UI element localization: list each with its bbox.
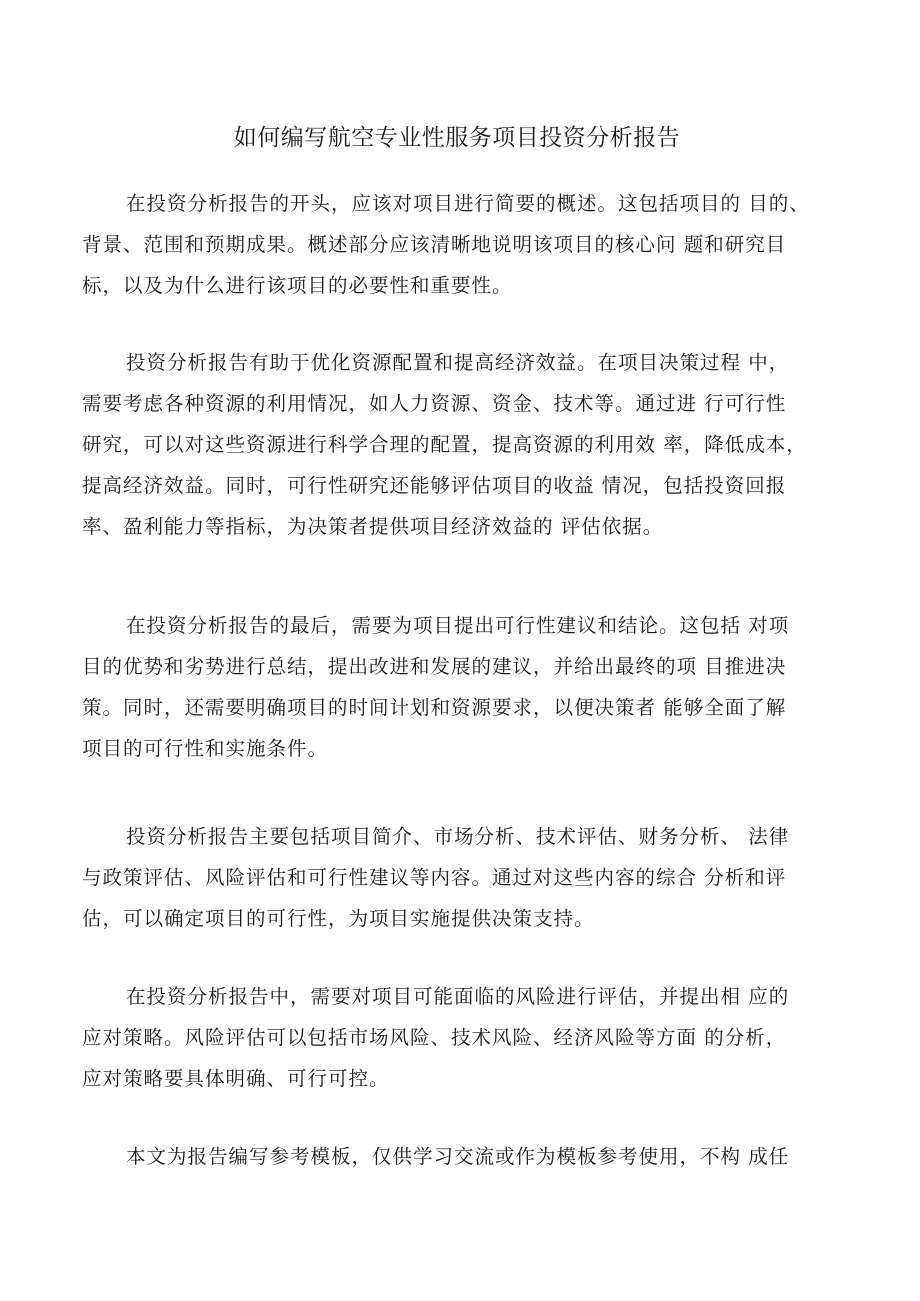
paragraph-6 xyxy=(82,1136,842,1177)
paragraph-line: 策。同时，还需要明确项目的时间计划和资源要求，以便决策者 能够全面了解 xyxy=(82,696,787,719)
paragraph-line: 率、盈利能力等指标，为决策者提供项目经济效益的 评估依据。 xyxy=(82,515,664,538)
paragraph-line: 标，以及为什么进行该项目的必要性和重要性。 xyxy=(82,274,513,297)
paragraph-line: 背景、范围和预期成果。概述部分应该清晰地说明该项目的核心问 题和研究目 xyxy=(82,233,787,256)
paragraph-5 xyxy=(82,976,842,1099)
paragraph-2 xyxy=(82,342,842,547)
paragraph-line: 提高经济效益。同时，可行性研究还能够评估项目的收益 情况，包括投资回报 xyxy=(82,474,787,497)
paragraph-line: 与政策评估、风险评估和可行性建议等内容。通过对这些内容的综合 分析和评 xyxy=(82,866,787,889)
paragraph-line: 应对策略要具体明确、可行可控。 xyxy=(82,1067,390,1090)
paragraph-line: 投资分析报告主要包括项目简介、市场分析、技术评估、财务分析、 法律 xyxy=(126,825,790,848)
paragraph-line: 投资分析报告有助于优化资源配置和提高经济效益。在项目决策过程 中， xyxy=(126,351,790,374)
paragraph-line: 本文为报告编写参考模板，仅供学习交流或作为模板参考使用，不构 成任 xyxy=(126,1145,790,1168)
paragraph-line: 应对策略。风险评估可以包括市场风险、技术风险、经济风险等方面 的分析， xyxy=(82,1026,787,1049)
paragraph-line: 研究，可以对这些资源进行科学合理的配置，提高资源的利用效 率，降低成本， xyxy=(82,433,807,456)
paragraph-line: 估，可以确定项目的可行性，为项目实施提供决策支持。 xyxy=(82,907,595,930)
paragraph-line: 项目的可行性和实施条件。 xyxy=(82,737,329,760)
paragraph-1 xyxy=(82,183,842,306)
paragraph-line: 在投资分析报告的开头，应该对项目进行简要的概述。这包括项目的 目的、 xyxy=(126,192,810,215)
paragraph-4 xyxy=(82,816,842,939)
paragraph-line: 在投资分析报告中，需要对项目可能面临的风险进行评估，并提出相 应的 xyxy=(126,985,790,1008)
paragraph-line: 在投资分析报告的最后，需要为项目提出可行性建议和结论。这包括 对项 xyxy=(126,614,790,637)
document-title: 如何编写航空专业性服务项目投资分析报告 xyxy=(233,125,681,151)
paragraph-3 xyxy=(82,605,842,769)
paragraph-line: 需要考虑各种资源的利用情况，如人力资源、资金、技术等。通过进 行可行性 xyxy=(82,392,787,415)
paragraph-line: 目的优势和劣势进行总结，提出改进和发展的建议，并给出最终的项 目推进决 xyxy=(82,655,787,678)
